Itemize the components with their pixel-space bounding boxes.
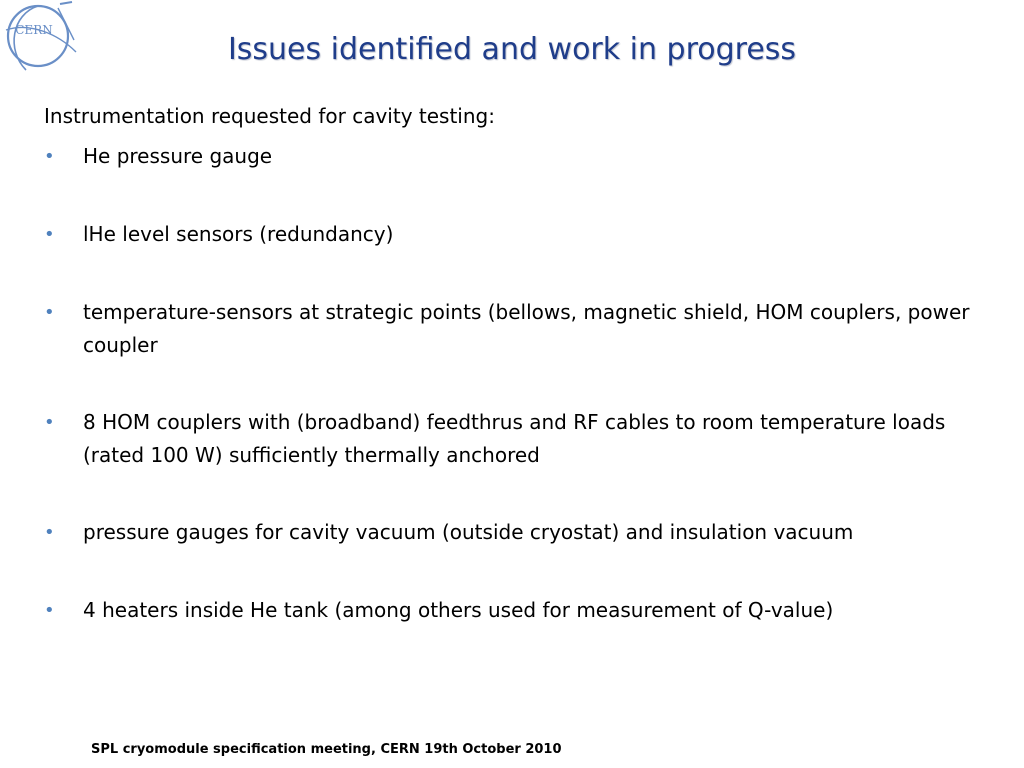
bullet-icon: • xyxy=(44,224,55,245)
bullet-icon: • xyxy=(44,146,55,167)
bullet-icon: • xyxy=(44,600,55,621)
bullet-item-he-pressure-gauge xyxy=(44,140,994,173)
bullet-icon: • xyxy=(44,302,55,323)
bullet-text: He pressure gauge xyxy=(83,144,273,168)
bullet-icon: • xyxy=(44,412,55,433)
bullet-text: pressure gauges for cavity vacuum (outside cryostat) and insulation vacuum xyxy=(83,520,854,544)
bullet-item-temperature-sensors xyxy=(44,296,994,362)
bullet-icon: • xyxy=(44,522,55,543)
footer-text: SPL cryomodule specification meeting, CERN 19th October 2010 xyxy=(91,742,562,757)
bullet-item-lhe-level-sensors xyxy=(44,218,994,251)
cern-logo-text: CERN xyxy=(15,23,53,37)
slide-title: Issues identified and work in progress xyxy=(227,32,797,67)
intro-text: Instrumentation requested for cavity testing: xyxy=(44,104,495,128)
bullet-text: 4 heaters inside He tank (among others used for measurement of Q-value) xyxy=(83,598,834,622)
bullet-item-hom-couplers xyxy=(44,406,994,472)
bullet-text: lHe level sensors (redundancy) xyxy=(83,222,394,246)
bullet-text: 8 HOM couplers with (broadband) feedthrus and RF cables to room temperature loads (rated 100 W) sufficiently thermally anchored xyxy=(83,410,946,467)
bullet-item-pressure-gauges xyxy=(44,516,994,549)
bullet-text: temperature-sensors at strategic points (bellows, magnetic shield, HOM couplers, power coupler xyxy=(83,300,970,357)
bullet-item-heaters xyxy=(44,594,994,627)
